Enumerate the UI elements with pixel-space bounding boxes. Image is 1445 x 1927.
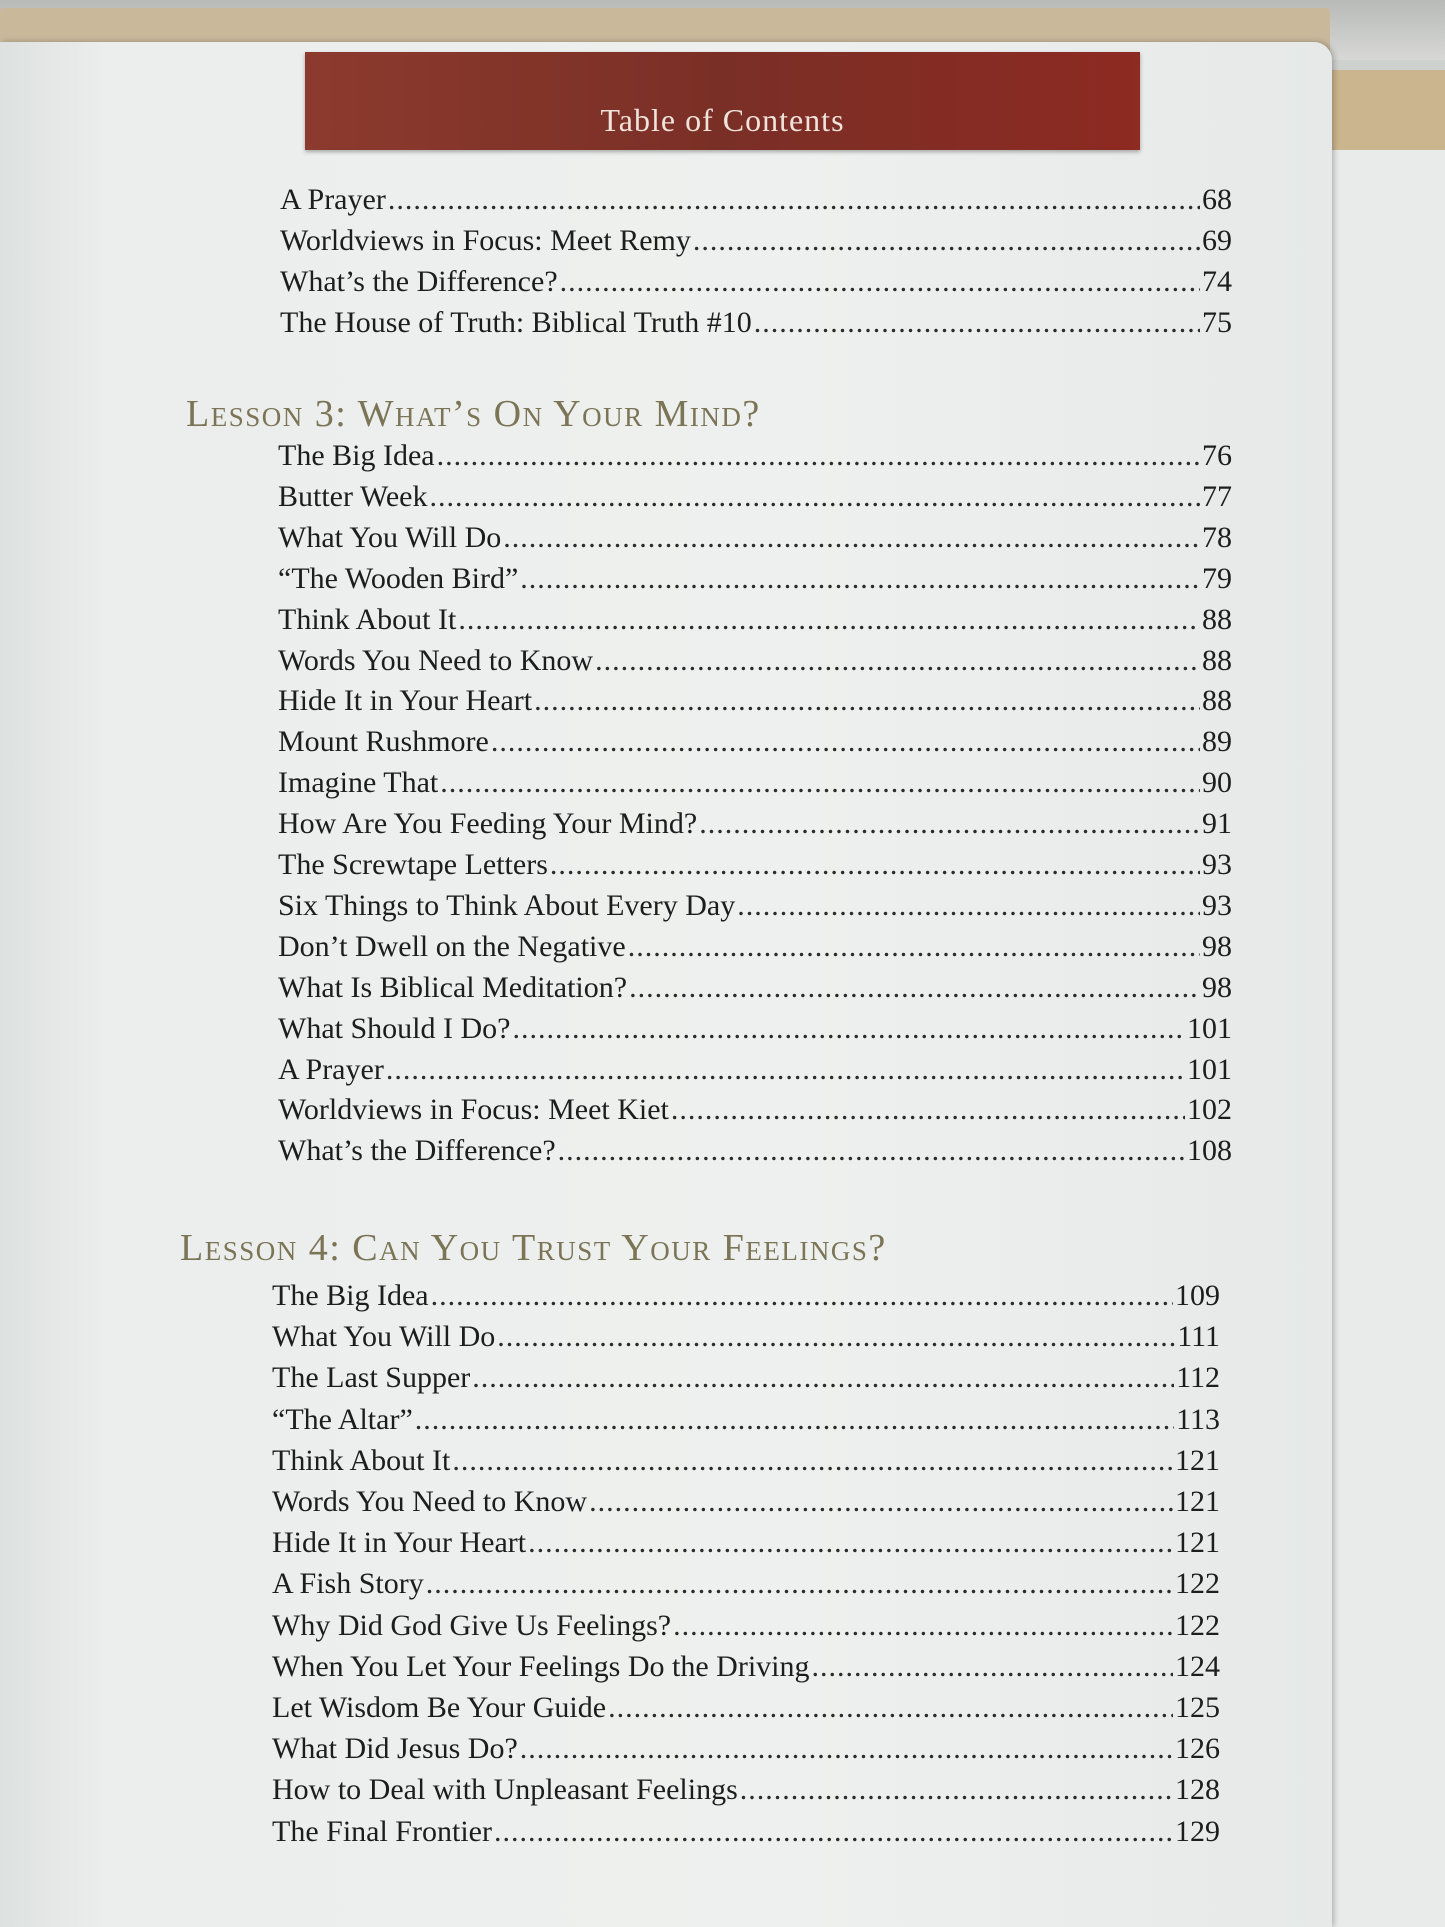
dot-leader: [560, 262, 1200, 302]
toc-entry: [278, 559, 1232, 599]
entry-page-number: 76: [1202, 439, 1232, 472]
dot-leader: [693, 221, 1200, 261]
entry-page-number: 68: [1202, 183, 1232, 216]
toc-entry: [272, 1812, 1220, 1852]
toc-entry: [280, 221, 1232, 261]
entry-title: What Is Biblical Meditation?: [278, 971, 628, 1004]
entry-title: What Should I Do?: [278, 1012, 511, 1045]
entry-title: Mount Rushmore: [278, 725, 489, 758]
dot-leader: [558, 1131, 1185, 1171]
dot-leader: [812, 1647, 1174, 1687]
toc-entry: [278, 641, 1232, 681]
entry-title: Words You Need to Know: [278, 644, 594, 677]
entry-page-number: 102: [1187, 1093, 1232, 1126]
toc-entry: [278, 1090, 1232, 1130]
entry-page-number: 125: [1175, 1691, 1220, 1724]
entry-page-number: 101: [1187, 1053, 1232, 1086]
entry-title: Think About It: [272, 1444, 451, 1477]
entry-page-number: 129: [1175, 1815, 1220, 1848]
dot-leader: [673, 1606, 1173, 1646]
entry-title: Butter Week: [278, 480, 428, 513]
dot-leader: [754, 303, 1200, 343]
entry-title: Hide It in Your Heart: [278, 684, 533, 717]
toc-entry: [272, 1688, 1220, 1728]
entry-title: “The Wooden Bird”: [278, 562, 519, 595]
entry-title: When You Let Your Feelings Do the Driving: [272, 1650, 810, 1683]
toc-entry: [278, 763, 1232, 803]
toc-entry: [278, 600, 1232, 640]
entry-title: The Final Frontier: [272, 1815, 492, 1848]
toc-entry: [272, 1647, 1220, 1687]
entry-page-number: 79: [1202, 562, 1232, 595]
entry-title: What’s the Difference?: [280, 265, 558, 298]
entry-title: What You Will Do: [272, 1320, 496, 1353]
toc-entry: [278, 436, 1232, 476]
toc-entry: [272, 1770, 1220, 1810]
entry-page-number: 109: [1175, 1279, 1220, 1312]
toc-entry: [272, 1276, 1220, 1316]
entry-title: What Did Jesus Do?: [272, 1732, 518, 1765]
entry-page-number: 77: [1202, 480, 1232, 513]
toc-entry: [278, 518, 1232, 558]
toc-entry: [278, 681, 1232, 721]
dot-leader: [503, 518, 1200, 558]
entry-page-number: 75: [1202, 306, 1232, 339]
entry-title: A Prayer: [280, 183, 386, 216]
dot-leader: [440, 763, 1200, 803]
lesson-heading: Lesson 4: Can You Trust Your Feelings?: [180, 1227, 887, 1269]
lesson-heading: Lesson 3: What’s On Your Mind?: [186, 393, 761, 435]
entry-title: Imagine That: [278, 766, 439, 799]
dot-leader: [628, 927, 1200, 967]
toc-entry: [278, 886, 1232, 926]
entry-page-number: 122: [1175, 1609, 1220, 1642]
toc-entry: [278, 1131, 1232, 1171]
dot-leader: [388, 180, 1200, 220]
toc-entry: [280, 262, 1232, 302]
toc-entry: [278, 927, 1232, 967]
entry-page-number: 93: [1202, 889, 1232, 922]
dot-leader: [520, 1729, 1173, 1769]
entry-page-number: 121: [1175, 1526, 1220, 1559]
entry-title: Six Things to Think About Every Day: [278, 889, 736, 922]
toc-entry: [272, 1400, 1220, 1440]
dot-leader: [528, 1523, 1173, 1563]
dot-leader: [494, 1812, 1173, 1852]
entry-title: Why Did God Give Us Feelings?: [272, 1609, 672, 1642]
entry-page-number: 122: [1175, 1567, 1220, 1600]
entry-page-number: 101: [1187, 1012, 1232, 1045]
page-title: Table of Contents: [600, 102, 845, 138]
toc-entry: [272, 1358, 1220, 1398]
entry-title: Hide It in Your Heart: [272, 1526, 527, 1559]
entry-page-number: 91: [1202, 807, 1232, 840]
toc-entry: [278, 722, 1232, 762]
entry-page-number: 88: [1202, 644, 1232, 677]
dot-leader: [512, 1009, 1185, 1049]
dot-leader: [589, 1482, 1173, 1522]
entry-title: “The Altar”: [272, 1403, 413, 1436]
entry-title: A Fish Story: [272, 1567, 424, 1600]
dot-leader: [699, 804, 1200, 844]
entry-page-number: 88: [1202, 603, 1232, 636]
toc-entry: [278, 1050, 1232, 1090]
dot-leader: [629, 968, 1200, 1008]
entry-page-number: 93: [1202, 848, 1232, 881]
entry-title: The House of Truth: Biblical Truth #10: [280, 306, 752, 339]
entry-title: Don’t Dwell on the Negative: [278, 930, 626, 963]
toc-entry: [278, 968, 1232, 1008]
dot-leader: [671, 1090, 1185, 1130]
toc-entry: [272, 1482, 1220, 1522]
dot-leader: [437, 436, 1200, 476]
entry-page-number: 121: [1175, 1485, 1220, 1518]
entry-page-number: 126: [1175, 1732, 1220, 1765]
dot-leader: [415, 1400, 1174, 1440]
entry-page-number: 98: [1202, 930, 1232, 963]
toc-entry: [272, 1523, 1220, 1563]
toc-entry: [278, 477, 1232, 517]
entry-page-number: 90: [1202, 766, 1232, 799]
toc-entry: [280, 303, 1232, 343]
entry-page-number: 69: [1202, 224, 1232, 257]
toc-entry: [272, 1564, 1220, 1604]
toc-entry: [272, 1729, 1220, 1769]
dot-leader: [608, 1688, 1173, 1728]
dot-leader: [472, 1358, 1174, 1398]
entry-title: The Last Supper: [272, 1361, 471, 1394]
entry-title: The Big Idea: [272, 1279, 429, 1312]
entry-page-number: 78: [1202, 521, 1232, 554]
entry-title: What You Will Do: [278, 521, 502, 554]
dot-leader: [534, 681, 1200, 721]
toc-entry: [272, 1606, 1220, 1646]
entry-page-number: 89: [1202, 725, 1232, 758]
entry-title: Worldviews in Focus: Meet Kiet: [278, 1093, 669, 1126]
entry-page-number: 74: [1202, 265, 1232, 298]
dot-leader: [431, 1276, 1173, 1316]
entry-title: The Screwtape Letters: [278, 848, 548, 881]
dot-leader: [737, 886, 1200, 926]
entry-page-number: 113: [1176, 1403, 1220, 1436]
entry-page-number: 108: [1187, 1134, 1232, 1167]
toc-entry: [272, 1441, 1220, 1481]
toc-entry: [278, 804, 1232, 844]
entry-page-number: 98: [1202, 971, 1232, 1004]
toc-entry: [278, 1009, 1232, 1049]
dot-leader: [595, 641, 1200, 681]
entry-title: Think About It: [278, 603, 457, 636]
entry-title: Words You Need to Know: [272, 1485, 588, 1518]
dot-leader: [740, 1770, 1173, 1810]
dot-leader: [491, 722, 1200, 762]
entry-page-number: 88: [1202, 684, 1232, 717]
entry-title: How Are You Feeding Your Mind?: [278, 807, 698, 840]
dot-leader: [520, 559, 1200, 599]
entry-title: The Big Idea: [278, 439, 435, 472]
entry-page-number: 111: [1177, 1320, 1220, 1353]
dot-leader: [550, 845, 1200, 885]
entry-page-number: 112: [1176, 1361, 1220, 1394]
dot-leader: [497, 1317, 1175, 1357]
dot-leader: [452, 1441, 1173, 1481]
entry-title: What’s the Difference?: [278, 1134, 556, 1167]
entry-title: Worldviews in Focus: Meet Remy: [280, 224, 691, 257]
toc-entry: [272, 1317, 1220, 1357]
entry-title: Let Wisdom Be Your Guide: [272, 1691, 607, 1724]
entry-page-number: 128: [1175, 1773, 1220, 1806]
toc-entry: [278, 845, 1232, 885]
dot-leader: [430, 477, 1201, 517]
entry-title: A Prayer: [278, 1053, 384, 1086]
dot-leader: [426, 1564, 1173, 1604]
entry-page-number: 121: [1175, 1444, 1220, 1477]
dot-leader: [458, 600, 1200, 640]
entry-title: How to Deal with Unpleasant Feelings: [272, 1773, 738, 1806]
entry-page-number: 124: [1175, 1650, 1220, 1683]
toc-entry: [280, 180, 1232, 220]
dot-leader: [386, 1050, 1185, 1090]
